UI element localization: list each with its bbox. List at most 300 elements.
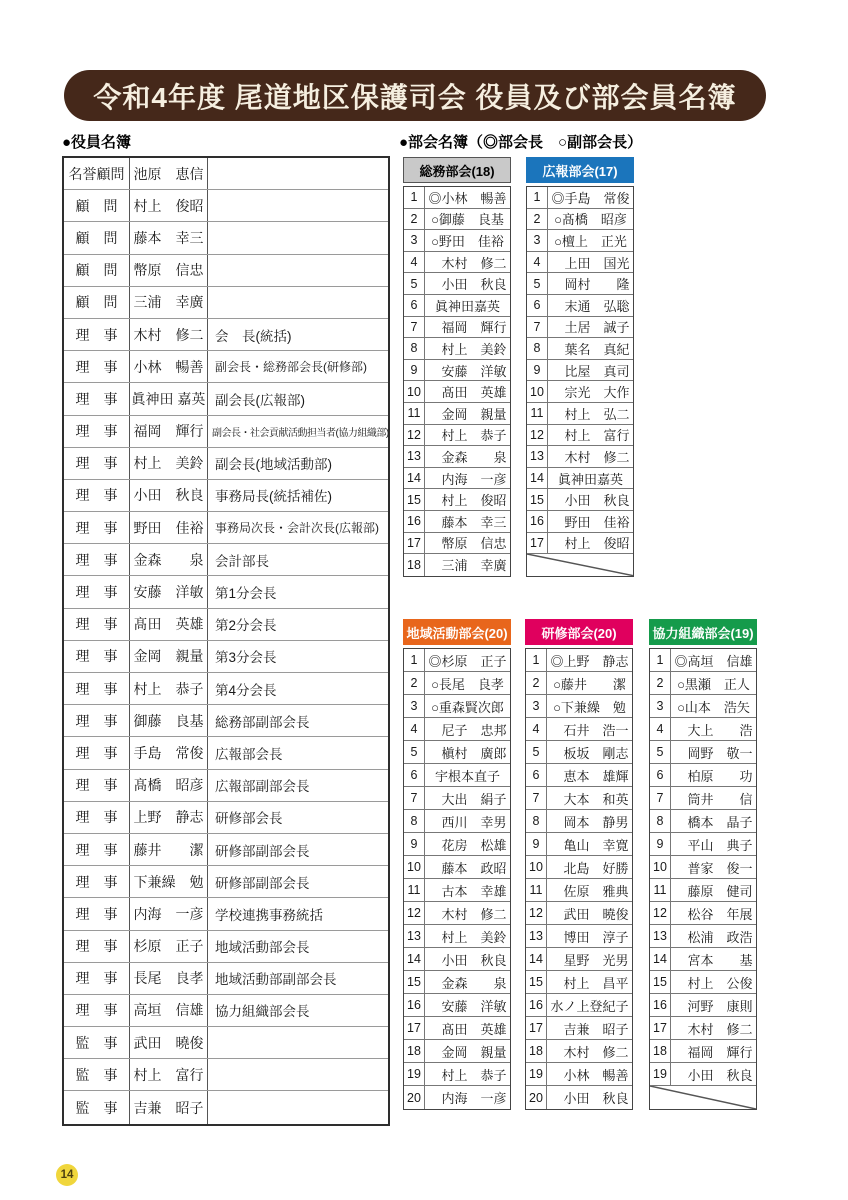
officer-role: 理 事 [64,737,130,768]
member-name: 木村 修二 [550,1044,629,1060]
member-number: 1 [527,187,548,208]
member-name: 宇根本直子 [434,768,500,784]
officer-name: 下兼繰 勉 [130,866,208,897]
member-name: 村上 公俊 [674,975,753,991]
committee-table-cooperation [649,619,757,1110]
officer-name: 小田 秋良 [130,480,208,511]
member-number: 17 [527,533,548,554]
member-number: 9 [404,833,425,855]
committee-row [650,948,756,971]
committee-row [527,187,633,209]
committee-row [404,230,510,252]
member-name: 藤原 健司 [674,883,753,899]
officer-role: 理 事 [64,448,130,479]
member-number: 7 [404,317,425,338]
committee-row [527,209,633,231]
officer-name: 村上 富行 [130,1059,208,1090]
committee-row [526,764,632,787]
officer-duty: 副会長(地域活動部) [215,457,332,473]
committee-row [526,1086,632,1109]
officer-row [64,898,388,930]
member-number: 17 [650,1017,671,1039]
committee-row [650,902,756,925]
member-name: 幣原 信忠 [428,536,507,552]
member-name: ◎手島 常俊 [551,190,630,206]
member-number: 17 [404,533,425,554]
committee-row [526,879,632,902]
committee-row [404,856,510,879]
member-number: 20 [526,1086,547,1109]
committee-row [526,649,632,672]
member-number: 12 [527,425,548,446]
member-number: 16 [527,511,548,532]
officer-duty: 第3分会長 [215,650,277,666]
member-number: 2 [527,209,548,230]
member-name: 佐原 雅典 [550,883,629,899]
committee-row [650,810,756,833]
officer-role: 顧 問 [64,255,130,286]
member-name: 尼子 忠邦 [428,722,507,738]
committee-body [526,186,634,577]
committee-row [404,810,510,833]
committee-title: 地域活動部会(20) [403,619,511,645]
member-number: 4 [404,252,425,273]
committee-row [404,533,510,555]
officer-name: 長尾 良孝 [130,963,208,994]
member-name: 野田 佳裕 [551,514,630,530]
committee-row [527,511,633,533]
member-number: 8 [650,810,671,832]
committee-row [404,672,510,695]
officer-row [64,802,388,834]
member-name: 木村 修二 [428,255,507,271]
officer-name: 内海 一彦 [130,898,208,929]
committee-row [404,902,510,925]
member-name: 木村 修二 [428,906,507,922]
member-number: 14 [650,948,671,970]
member-number: 16 [404,511,425,532]
diagonal-line-icon [650,1086,756,1109]
committee-row [650,741,756,764]
officer-row [64,222,388,254]
committee-row [526,856,632,879]
member-number: 1 [650,649,671,671]
member-number: 15 [526,971,547,993]
member-name: 小林 暢善 [550,1067,629,1083]
officer-duty: 副会長・社会貢献活動担当者(協力組織部) [212,427,389,439]
officer-name: 村上 美鈴 [130,448,208,479]
page-number: 14 [60,1169,74,1181]
member-number: 14 [404,468,425,489]
member-number: 16 [404,994,425,1016]
committee-title: 協力組織部会(19) [649,619,757,645]
committee-row [527,468,633,490]
committee-row [526,1017,632,1040]
committee-row [650,1040,756,1063]
committee-row [650,764,756,787]
officer-row [64,1059,388,1091]
committee-body [525,648,633,1110]
committee-row [526,902,632,925]
member-number: 11 [404,879,425,901]
officer-row [64,705,388,737]
committee-row [527,338,633,360]
member-name: 葉名 真紀 [551,341,630,357]
committee-row [527,489,633,511]
officer-duty: 地域活動部会長 [215,940,310,956]
member-name: 小田 秋良 [674,1067,753,1083]
member-number: 9 [526,833,547,855]
committee-table-general-affairs [403,157,511,577]
officer-role: 監 事 [64,1091,130,1123]
member-name: 藤本 政昭 [428,860,507,876]
member-number: 11 [650,879,671,901]
member-number: 4 [404,718,425,740]
member-number: 19 [650,1063,671,1085]
committee-row [526,833,632,856]
officer-role: 理 事 [64,544,130,575]
committee-row [404,511,510,533]
committee-row [526,695,632,718]
member-number: 13 [650,925,671,947]
officer-name: 三浦 幸廣 [130,287,208,318]
officer-role: 理 事 [64,641,130,672]
member-number: 15 [527,489,548,510]
member-number: 14 [404,948,425,970]
officer-row [64,544,388,576]
committee-row [404,403,510,425]
member-name: ○黒瀬 正人 [677,676,750,692]
officer-role: 理 事 [64,770,130,801]
officer-row [64,448,388,480]
member-number: 7 [404,787,425,809]
member-name: 板坂 剛志 [550,745,629,761]
member-number: 19 [404,1063,425,1085]
member-number: 8 [527,338,548,359]
officer-role: 理 事 [64,802,130,833]
officer-duty [208,190,388,221]
member-name: 金森 泉 [428,975,507,991]
committee-row [404,252,510,274]
member-name: 吉兼 昭子 [550,1021,629,1037]
committee-row [404,381,510,403]
member-name: 眞神田嘉英 [557,471,623,487]
member-number: 9 [404,360,425,381]
member-number: 4 [526,718,547,740]
committee-row [526,994,632,1017]
member-name: 金岡 親量 [428,406,507,422]
member-name: 松浦 政浩 [674,929,753,945]
member-number: 17 [526,1017,547,1039]
officer-role: 理 事 [64,351,130,382]
officer-name: 幣原 信忠 [130,255,208,286]
officers-roster-label: ●役員名簿 [62,134,132,151]
member-number: 18 [404,1040,425,1062]
member-name: 木村 修二 [674,1021,753,1037]
member-number: 12 [404,425,425,446]
member-number: 9 [527,360,548,381]
member-number: 2 [404,672,425,694]
committee-row [527,273,633,295]
officer-duty [208,1091,388,1123]
committee-row [404,317,510,339]
member-name: 普家 俊一 [674,860,753,876]
committee-body [403,186,511,577]
member-number: 13 [404,925,425,947]
committee-row [526,971,632,994]
member-number: 15 [650,971,671,993]
committee-body [403,648,511,1110]
committee-row [404,1063,510,1086]
member-name: 岡村 隆 [551,277,630,293]
committee-row [526,741,632,764]
officer-duty: 事務局長(統括補佐) [215,489,332,505]
officer-name: 池原 恵信 [130,158,208,189]
officer-role: 理 事 [64,931,130,962]
member-number: 15 [404,971,425,993]
committee-row [526,925,632,948]
member-number: 6 [404,295,425,316]
committee-row [404,187,510,209]
member-name: 平山 典子 [674,837,753,853]
member-name: 宗光 大作 [551,385,630,401]
committee-row [404,360,510,382]
officer-row [64,480,388,512]
officer-duty [208,287,388,318]
officer-row [64,1027,388,1059]
committee-row [404,1017,510,1040]
member-number: 12 [526,902,547,924]
officer-row [64,737,388,769]
member-number: 4 [650,718,671,740]
member-name: 村上 昌平 [550,975,629,991]
committee-row [650,718,756,741]
member-name: 小田 秋良 [551,493,630,509]
officer-duty [208,222,388,253]
officer-name: 木村 修二 [130,319,208,350]
officer-duty: 会 長(統括) [215,328,292,344]
member-name: 河野 康則 [674,998,753,1014]
member-number: 4 [527,252,548,273]
committee-row [404,994,510,1017]
officer-duty: 第4分会長 [215,682,277,698]
officer-name: 髙橋 昭彦 [130,770,208,801]
member-name: 金森 泉 [428,449,507,465]
member-number: 1 [404,649,425,671]
officer-row [64,351,388,383]
page-title-banner [64,70,766,121]
member-number: 6 [650,764,671,786]
member-number: 3 [404,695,425,717]
member-name: 髙田 英雄 [428,385,507,401]
committee-row [650,1017,756,1040]
officer-row [64,190,388,222]
committee-row [404,718,510,741]
member-name: 石井 浩一 [550,722,629,738]
officer-role: 理 事 [64,319,130,350]
officer-role: 理 事 [64,673,130,704]
empty-slash-cell [650,1086,756,1109]
officer-name: 金岡 親量 [130,641,208,672]
member-number: 14 [526,948,547,970]
committee-row [650,856,756,879]
member-name: 福岡 輝行 [428,320,507,336]
member-number: 10 [526,856,547,878]
member-number: 18 [526,1040,547,1062]
officer-name: 杉原 正子 [130,931,208,962]
officer-duty [208,255,388,286]
member-name: 西川 幸男 [428,814,507,830]
member-name: 上田 国光 [551,255,630,271]
committee-row [404,948,510,971]
member-name: 髙田 英雄 [428,1021,507,1037]
member-name: 宮本 基 [674,952,753,968]
member-number: 11 [527,403,548,424]
member-name: 村上 美鈴 [428,341,507,357]
committee-row [526,948,632,971]
officer-row [64,770,388,802]
officer-duty: 協力組織部会長 [215,1004,310,1020]
officer-name: 小林 暢善 [130,351,208,382]
officer-row [64,576,388,608]
member-name: 三浦 幸廣 [428,558,507,574]
officer-duty: 事務局次長・会計次長(広報部) [215,521,379,536]
member-number: 8 [404,338,425,359]
member-name: 内海 一彦 [428,471,507,487]
committee-roster-label: ●部会名簿（◎部会長 ○副部会長） [399,134,643,151]
member-name: 松谷 年展 [674,906,753,922]
committee-row [404,787,510,810]
officer-row [64,158,388,190]
member-name: 岡野 敬一 [674,745,753,761]
officer-role: 顧 問 [64,287,130,318]
member-number: 2 [404,209,425,230]
member-name: 村上 富行 [551,428,630,444]
officer-duty: 研修部副部会長 [215,843,310,859]
member-name: ○髙橋 昭彦 [554,212,627,228]
committee-row [650,925,756,948]
committee-row [404,879,510,902]
member-number: 12 [404,902,425,924]
member-name: 筒井 信 [674,791,753,807]
member-number: 18 [650,1040,671,1062]
officer-name: 上野 静志 [130,802,208,833]
officer-duty: 研修部副部会長 [215,875,310,891]
member-name: 末通 弘聡 [551,298,630,314]
member-number: 5 [526,741,547,763]
committee-body [649,648,757,1110]
member-name: 小田 秋良 [428,952,507,968]
committee-row [404,554,510,576]
member-name: 土居 誠子 [551,320,630,336]
member-number: 3 [526,695,547,717]
committee-table-training [525,619,633,1110]
officer-row [64,255,388,287]
officer-duty: 第2分会長 [215,618,277,634]
committee-row [650,787,756,810]
member-number: 9 [650,833,671,855]
committee-row [527,533,633,555]
officer-row [64,609,388,641]
committee-row [526,718,632,741]
officer-role: 理 事 [64,898,130,929]
member-name: 藤本 幸三 [428,514,507,530]
member-name: ◎杉原 正子 [428,653,507,669]
member-number: 20 [404,1086,425,1109]
member-name: 武田 曉俊 [550,906,629,922]
member-name: 大本 和英 [550,791,629,807]
officer-role: 理 事 [64,576,130,607]
committee-row [650,695,756,718]
member-name: 眞神田嘉英 [434,298,500,314]
member-number: 19 [526,1063,547,1085]
officer-name: 御藤 良基 [130,705,208,736]
officer-role: 理 事 [64,480,130,511]
page-title: 令和4年度 尾道地区保護司会 役員及び部会員名簿 [93,81,737,113]
officer-role: 理 事 [64,705,130,736]
member-name: ○山本 浩矢 [677,699,750,715]
committee-row [404,209,510,231]
officer-role: 監 事 [64,1059,130,1090]
member-number: 6 [526,764,547,786]
committee-row [404,741,510,764]
officer-row [64,931,388,963]
committee-row [404,695,510,718]
officer-duty: 学校連携事務統括 [215,907,323,923]
officer-name: 福岡 輝行 [130,416,208,447]
member-name: ◎上野 静志 [550,653,629,669]
member-number: 13 [526,925,547,947]
officer-name: 安藤 洋敏 [130,576,208,607]
committee-row [650,971,756,994]
committee-row [404,489,510,511]
committee-row [526,810,632,833]
member-number: 3 [650,695,671,717]
officer-name: 手島 常俊 [130,737,208,768]
committee-row [527,381,633,403]
committee-row [404,468,510,490]
officer-row [64,641,388,673]
committee-row [404,925,510,948]
committee-row [527,403,633,425]
committee-row [650,879,756,902]
member-number: 2 [526,672,547,694]
member-name: ○下兼繰 勉 [553,699,626,715]
committee-row [404,833,510,856]
member-number: 5 [404,741,425,763]
committee-row [650,1063,756,1086]
member-name: 博田 淳子 [550,929,629,945]
committee-row [404,446,510,468]
member-number: 16 [650,994,671,1016]
member-name: 大出 絹子 [428,791,507,807]
committee-row [404,649,510,672]
member-name: 水ノ上登紀子 [550,998,629,1014]
officer-duty: 総務部副部会長 [215,714,310,730]
member-number: 11 [404,403,425,424]
officer-role: 理 事 [64,512,130,543]
officer-role: 顧 問 [64,222,130,253]
officer-duty: 地域活動部副部会長 [215,972,337,988]
committee-row [526,1063,632,1086]
officer-row [64,963,388,995]
member-name: ○檀上 正光 [554,233,627,249]
member-number: 12 [650,902,671,924]
officer-duty: 広報部副部会長 [215,779,310,795]
committee-title: 研修部会(20) [525,619,633,645]
committee-row [404,295,510,317]
officer-name: 金森 泉 [130,544,208,575]
